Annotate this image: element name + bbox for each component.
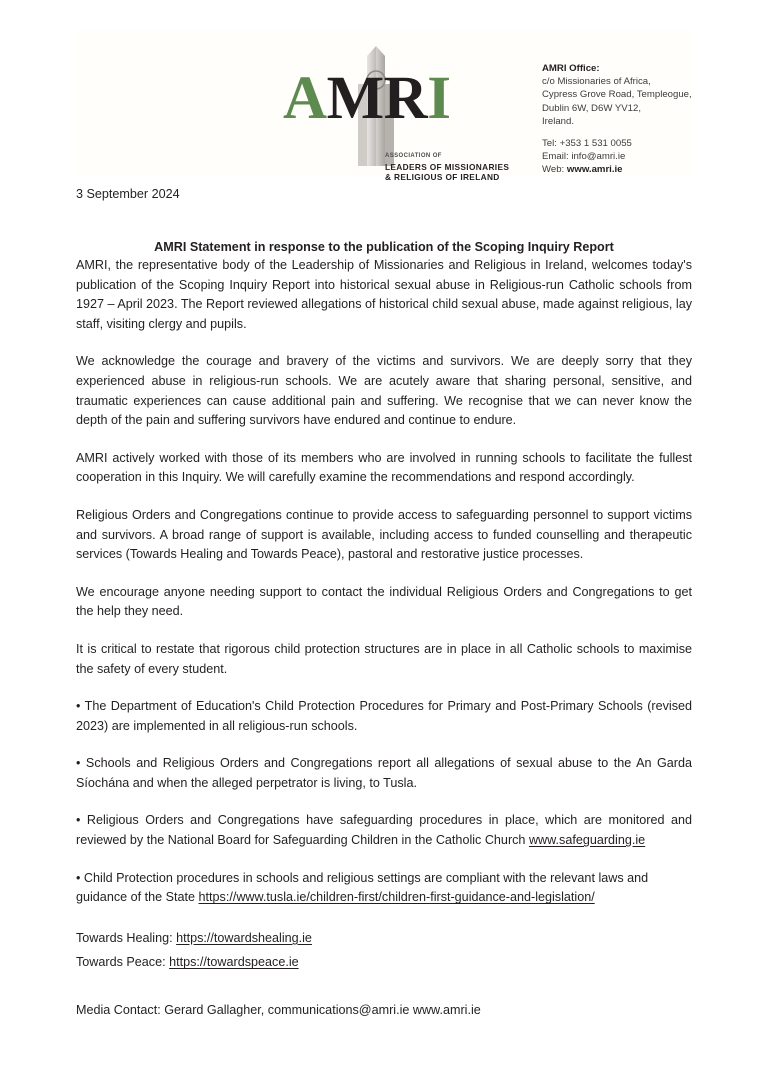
page-title: AMRI Statement in response to the publication of the Scoping Inquiry Report (154, 240, 614, 254)
bullet-marker: • (76, 870, 81, 885)
bullet-text: Religious Orders and Congregations have safeguarding procedures in place, which are monitored and reviewed by the National Board for Safeguarding Children in the Catholic Church (76, 813, 692, 848)
date-line: 3 September 2024 (76, 187, 180, 201)
paragraph-4: Religious Orders and Congregations continue to provide access to safeguarding personnel to support victims and survivors. A broad range of support is available, including access to funded counselling and therapeutic services (Towards Healing and Towards Peace), pastoral and restorative justice processes. (76, 507, 692, 562)
logo-letter-r: R (383, 65, 428, 132)
address-line-4: Ireland. (542, 115, 574, 127)
bullet-marker: • (76, 699, 81, 714)
bullet-marker: • (76, 813, 81, 828)
website-label: Web: (542, 164, 567, 176)
email-address: Email: info@amri.ie (542, 151, 626, 163)
bullet-text: Schools and Religious Orders and Congregations report all allegations of sexual abuse to the An Garda Síochána and when the alleged perpetrator is living, to Tusla. (76, 756, 692, 790)
telephone: Tel: +353 1 531 0055 (542, 138, 632, 150)
towards-peace-link[interactable]: https://towardspeace.ie (169, 955, 299, 970)
paragraph-2: We acknowledge the courage and bravery of the victims and survivors. We are deeply sorry that they experienced abuse in religious-run schools. We are acutely aware that sharing personal, sensitive, and traumatic experiences can cause additional pain and suffering. We recognise that we can never know the depth of the pain and suffering survivors have endured and continue to endure. (76, 354, 692, 428)
contact-details (542, 137, 702, 177)
website-url: www.amri.ie (566, 164, 623, 176)
letterhead-banner (76, 30, 692, 182)
tusla-link[interactable]: https://www.tusla.ie/children-first/children-first-guidance-and-legislation/ (198, 890, 595, 905)
bullet-marker: • (76, 756, 81, 771)
bullet-item (76, 869, 692, 908)
office-contact-block (542, 62, 702, 177)
logo-subtitle-line-1: ASSOCIATION OF (385, 153, 442, 159)
logo-letter-m: M (326, 65, 384, 132)
towards-healing-link[interactable]: https://towardshealing.ie (176, 930, 312, 945)
logo-letter-a: A (283, 65, 327, 132)
support-resources (76, 926, 692, 975)
logo-subtitle-line-2: LEADERS OF MISSIONARIES (385, 161, 510, 172)
amri-wordmark (283, 65, 451, 132)
paragraph-6: It is critical to restate that rigorous child protection structures are in place in all Catholic schools to maximise the safety of every student. (76, 641, 692, 676)
office-title: AMRI Office: (542, 63, 600, 74)
bullet-item (76, 697, 692, 736)
document-body (76, 186, 692, 1033)
address-line-3: Dublin 6W, D6W YV12, (542, 102, 642, 114)
logo-subtitle (385, 151, 509, 183)
bullet-item (76, 754, 692, 793)
amri-logo (76, 30, 510, 182)
logo-letter-i: I (427, 65, 451, 132)
address-line-1: c/o Missionaries of Africa, (542, 76, 651, 88)
bullet-item (76, 811, 692, 850)
media-contact-line: Media Contact: Gerard Gallagher, communications@amri.ie www.amri.ie (76, 1003, 481, 1018)
towards-healing-label: Towards Healing: (76, 930, 177, 945)
website-line (542, 163, 702, 176)
towards-peace-label: Towards Peace: (76, 955, 170, 970)
towards-peace-line (76, 950, 692, 975)
paragraph-3: AMRI actively worked with those of its members who are involved in running schools to facilitate the fullest cooperation in this Inquiry. We will carefully examine the recommendations and respond accordingly. (76, 450, 692, 485)
towards-healing-line (76, 926, 692, 951)
logo-subtitle-line-3: & RELIGIOUS OF IRELAND (385, 172, 500, 182)
address-line-2: Cypress Grove Road, Templeogue, (542, 89, 692, 101)
bullet-text: The Department of Education's Child Protection Procedures for Primary and Post-Primary Schools (revised 2023) are implemented in all religious-run schools. (76, 699, 692, 733)
paragraph-5: We encourage anyone needing support to contact the individual Religious Orders and Congregations to get the help they need. (76, 584, 692, 619)
bullet-text: Child Protection procedures in schools and religious settings are compliant with the relevant laws and guidance of the State (76, 870, 649, 905)
safeguarding-link[interactable]: www.safeguarding.ie (528, 833, 646, 848)
paragraph-1: AMRI, the representative body of the Leadership of Missionaries and Religious in Ireland, welcomes today's publication of the Scoping Inquiry Report into historical sexual abuse in Religious-run Catholic schools from 1927 – April 2023. The Report reviewed allegations of historical child sexual abuse, made against religious, lay staff, visiting clergy and pupils. (76, 258, 692, 331)
